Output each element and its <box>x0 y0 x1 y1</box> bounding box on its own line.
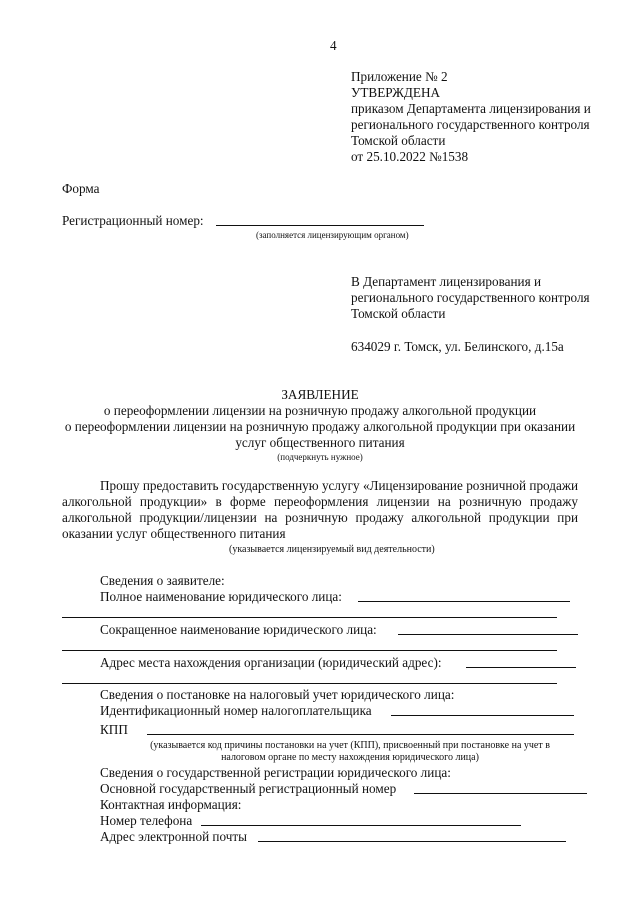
kpp-field[interactable] <box>147 734 574 735</box>
short-name-label: Сокращенное наименование юридического лица: <box>100 622 377 637</box>
request-line-3: алкогольной продукции/лицензии на розничную продажу алкогольной продукции при <box>62 510 578 525</box>
contact-heading: Контактная информация: <box>100 797 242 812</box>
addressee-line-3: Томской области <box>351 306 446 321</box>
request-note: (указывается лицензируемый вид деятельности) <box>229 544 435 555</box>
request-line-2: алкогольной продукции» в форме переоформления лицензии на розничную продажу <box>62 494 578 509</box>
tax-registration-heading: Сведения о постановке на налоговый учет юридического лица: <box>100 687 455 702</box>
inn-field[interactable] <box>391 715 574 716</box>
full-name-field[interactable] <box>358 601 570 602</box>
kpp-note-1: (указывается код причины постановки на учет (КПП), присвоенный при постановке на учет в <box>150 740 550 751</box>
applicant-heading: Сведения о заявителе: <box>100 573 225 588</box>
ogrn-field[interactable] <box>414 793 587 794</box>
title-note: (подчеркнуть нужное) <box>277 452 363 462</box>
email-field[interactable] <box>258 841 566 842</box>
addressee-address: 634029 г. Томск, ул. Белинского, д.15а <box>351 339 564 354</box>
email-label: Адрес электронной почты <box>100 829 247 844</box>
addressee-line-1: В Департамент лицензирования и <box>351 274 542 289</box>
legal-address-field[interactable] <box>466 667 576 668</box>
request-line-1: Прошу предоставить государственную услугу «Лицензирование розничной продажи <box>100 478 578 493</box>
short-name-field-continued[interactable] <box>62 650 557 651</box>
short-name-field[interactable] <box>398 634 578 635</box>
addressee-line-2: регионального государственного контроля <box>351 290 590 305</box>
approval-approved: УТВЕРЖДЕНА <box>351 85 441 100</box>
registration-number-label: Регистрационный номер: <box>62 213 204 228</box>
title-line-2: о переоформлении лицензии на розничную продажу алкогольной продукции при оказании <box>64 419 576 434</box>
registration-note: (заполняется лицензирующим органом) <box>256 230 409 240</box>
legal-address-label: Адрес места нахождения организации (юридический адрес): <box>100 655 442 670</box>
approval-department: регионального государственного контроля <box>351 117 590 132</box>
inn-label: Идентификационный номер налогоплательщика <box>100 703 372 718</box>
registration-number-field[interactable] <box>216 225 424 226</box>
ogrn-label: Основной государственный регистрационный номер <box>100 781 397 796</box>
kpp-label: КПП <box>100 722 128 737</box>
approval-region: Томской области <box>351 133 446 148</box>
request-line-4: оказании услуг общественного питания <box>62 526 286 541</box>
page-number: 4 <box>330 38 337 53</box>
phone-field[interactable] <box>201 825 521 826</box>
title-line-3: услуг общественного питания <box>235 435 405 450</box>
full-name-field-continued[interactable] <box>62 617 557 618</box>
approval-date: от 25.10.2022 №1538 <box>351 149 469 164</box>
state-registration-heading: Сведения о государственной регистрации юридического лица: <box>100 765 451 780</box>
legal-address-field-continued[interactable] <box>62 683 557 684</box>
form-label: Форма <box>62 181 100 196</box>
title-line-1: о переоформлении лицензии на розничную продажу алкогольной продукции <box>103 403 537 418</box>
approval-appendix: Приложение № 2 <box>351 69 448 84</box>
kpp-note-2: налоговом органе по месту нахождения юридического лица) <box>221 752 479 763</box>
phone-label: Номер телефона <box>100 813 193 828</box>
full-name-label: Полное наименование юридического лица: <box>100 589 342 604</box>
title-heading: ЗАЯВЛЕНИЕ <box>281 387 359 402</box>
approval-order: приказом Департамента лицензирования и <box>351 101 591 116</box>
